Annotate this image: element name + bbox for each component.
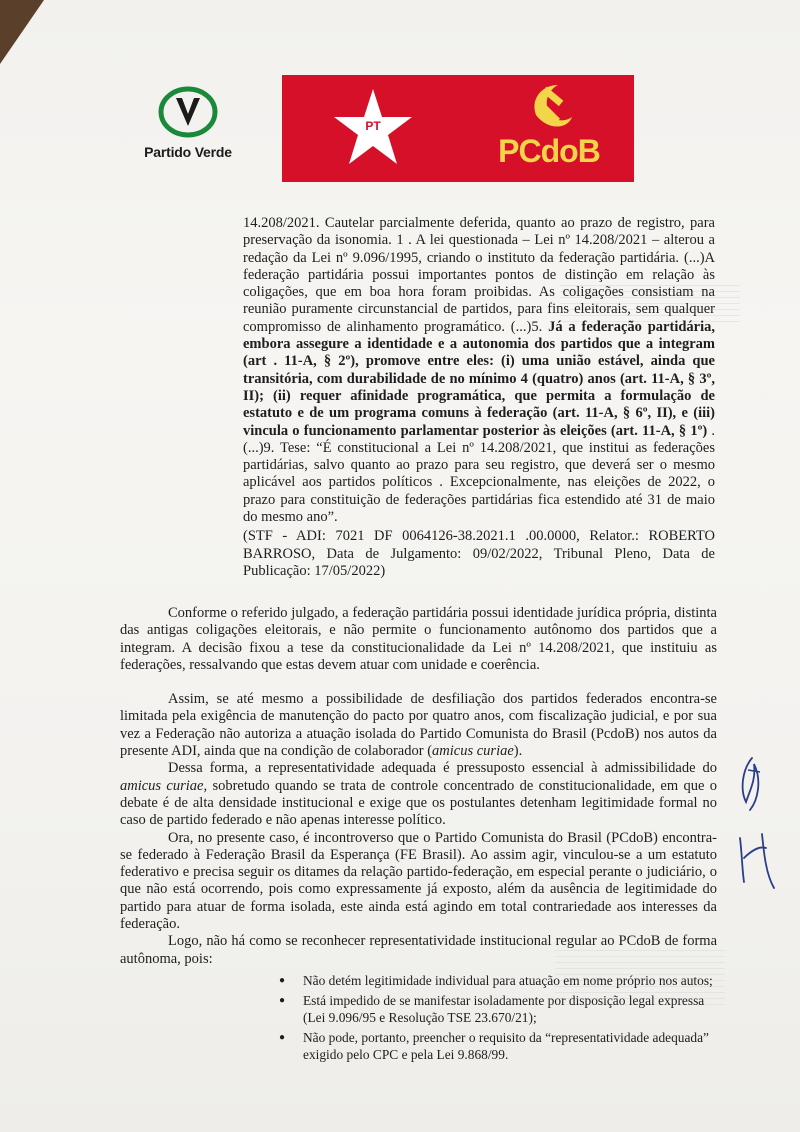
paragraph-2-end: ). bbox=[513, 743, 523, 760]
paragraph-3-text: Dessa forma, a representatividade adequada é pressuposto essencial à admissibilidade do bbox=[168, 760, 717, 777]
quote-text: 14.208/2021. Cautelar parcialmente deferida, quanto ao prazo de registro, para preservação da isonomia. 1 . A lei questionada – Lei nº 14.208/2021 – alterou a redação da Lei nº 9.096/1995, criando o instituto da federação partidária. (...)A federação partidária possui importantes pontos de distinção em relação às coligações, que em boa hora foram proibidas. As coligações consistiam na reunião puramente circunstancial de partidos, para fins eleitorais, sem qualquer compromisso de alinhamento programático. (...)5. bbox=[243, 215, 715, 335]
paragraph-4: Ora, no presente caso, é incontroverso que o Partido Comunista do Brasil (PCdoB) encontra-se federado à Federação Brasil da Esperança (FE Brasil). Ao assim agir, vinculou-se a um estatuto federativo e precisa seguir os ditames da relação partido-federação, em especial perante o judiciário, o que não está ocorrendo, pois como expressamente já exposto, além da ausência de legitimidade do partido para atuar de forma isolada, este ainda está agindo em total contrariedade aos interesses da federação. bbox=[120, 829, 717, 933]
jurisprudence-quote bbox=[243, 215, 715, 580]
quote-text-end: . (...)9. Tese: “É constitucional a Lei nº 14.208/2021, que institui as federações partidárias, salvo quanto ao prazo para seu registro, que deverá ser o mesmo aplicável aos partidos políticos . Excepcionalmente, nas eleições de 2022, o prazo para constituição de federações partidárias fica estendido até 31 de maio do mesmo ano”. bbox=[243, 422, 716, 526]
quote-paragraph bbox=[243, 215, 715, 526]
list-item: ● Está impedido de se manifestar isoladamente por disposição legal expressa (Lei 9.096/95 e Resolução TSE 23.670/21); bbox=[275, 992, 717, 1026]
reasons-list bbox=[120, 972, 717, 1063]
amicus-curiae-term: amicus curiae bbox=[120, 777, 204, 794]
pt-label: PT bbox=[365, 119, 381, 133]
paragraph-2 bbox=[120, 691, 717, 760]
paragraph-2-text: Assim, se até mesmo a possibilidade de desfiliação dos partidos federados encontra-se limitada pela exigência de manutenção do pacto por quatro anos, com fiscalização judicial, e por sua vez a Federação não autoriza a atuação isolada do Partido Comunista do Brasil (PcdoB) nos autos da presente ADI, ainda que na condição de colaborador ( bbox=[120, 691, 717, 760]
paragraph-1: Conforme o referido julgado, a federação partidária possui identidade jurídica própria, distinta das antigas coligações eleitorais, e não permite o funcionamento autônomo dos partidos que a integram. A decisão fixou a tese da constitucionalidade da Lei nº 14.208/2021, que instituiu as federações, ressalvando que estas devem atuar com unidade e coerência. bbox=[120, 605, 717, 673]
partido-verde-label: Partido Verde bbox=[144, 144, 232, 160]
handwritten-initials-signature bbox=[722, 750, 782, 900]
page-corner-shadow bbox=[0, 0, 44, 64]
paragraph-5: Logo, não há como se reconhecer representatividade institucional regular ao PCdoB de forma autônoma, pois: bbox=[120, 933, 717, 967]
list-item: ● Não detém legitimidade individual para atuação em nome próprio nos autos; bbox=[275, 972, 717, 989]
paragraph-3 bbox=[120, 760, 717, 829]
paragraph-3-end: , sobretudo quando se trata de controle concentrado de constitucionalidade, em que o debate é de alta densidade institucional e exige que os postulantes detenham legitimidade formal no caso de partido federado e não apenas interesse político. bbox=[120, 777, 717, 829]
pt-logo bbox=[282, 75, 464, 182]
quote-bold-text: Já a federação partidária, embora assegure a identidade e a autonomia dos partidos que a integram (art . 11-A, § 2º), promove entre eles: (i) uma união estável, ainda que transitória, com durabilidade de no mínimo 4 (quatro) anos (art. 11-A, § 3º, II); (ii) requer afinidade programática, que permita a formulação de estatuto e de um programa comuns à federação (art. 11-A, § 6º, II), e (iii) vincula o funcionamento parlamentar posterior às eleições (art. 11-A, § 1º) bbox=[243, 318, 715, 439]
list-item: ● Não pode, portanto, preencher o requisito da “representatividade adequada” exigido pelo CPC e pela Lei 9.868/99. bbox=[275, 1029, 717, 1063]
pcdob-logo bbox=[464, 75, 634, 182]
body-text bbox=[120, 605, 717, 1066]
partido-verde-logo bbox=[140, 86, 236, 166]
amicus-curiae-term: amicus curiae bbox=[432, 743, 514, 760]
pcdob-label: PCdoB bbox=[498, 133, 600, 169]
partido-verde-v-icon bbox=[158, 86, 218, 138]
quote-citation: (STF - ADI: 7021 DF 0064126-38.2021.1 .00.0000, Relator.: ROBERTO BARROSO, Data de Julgamento: 09/02/2022, Tribunal Pleno, Data de Publicação: 17/05/2022) bbox=[243, 528, 715, 579]
